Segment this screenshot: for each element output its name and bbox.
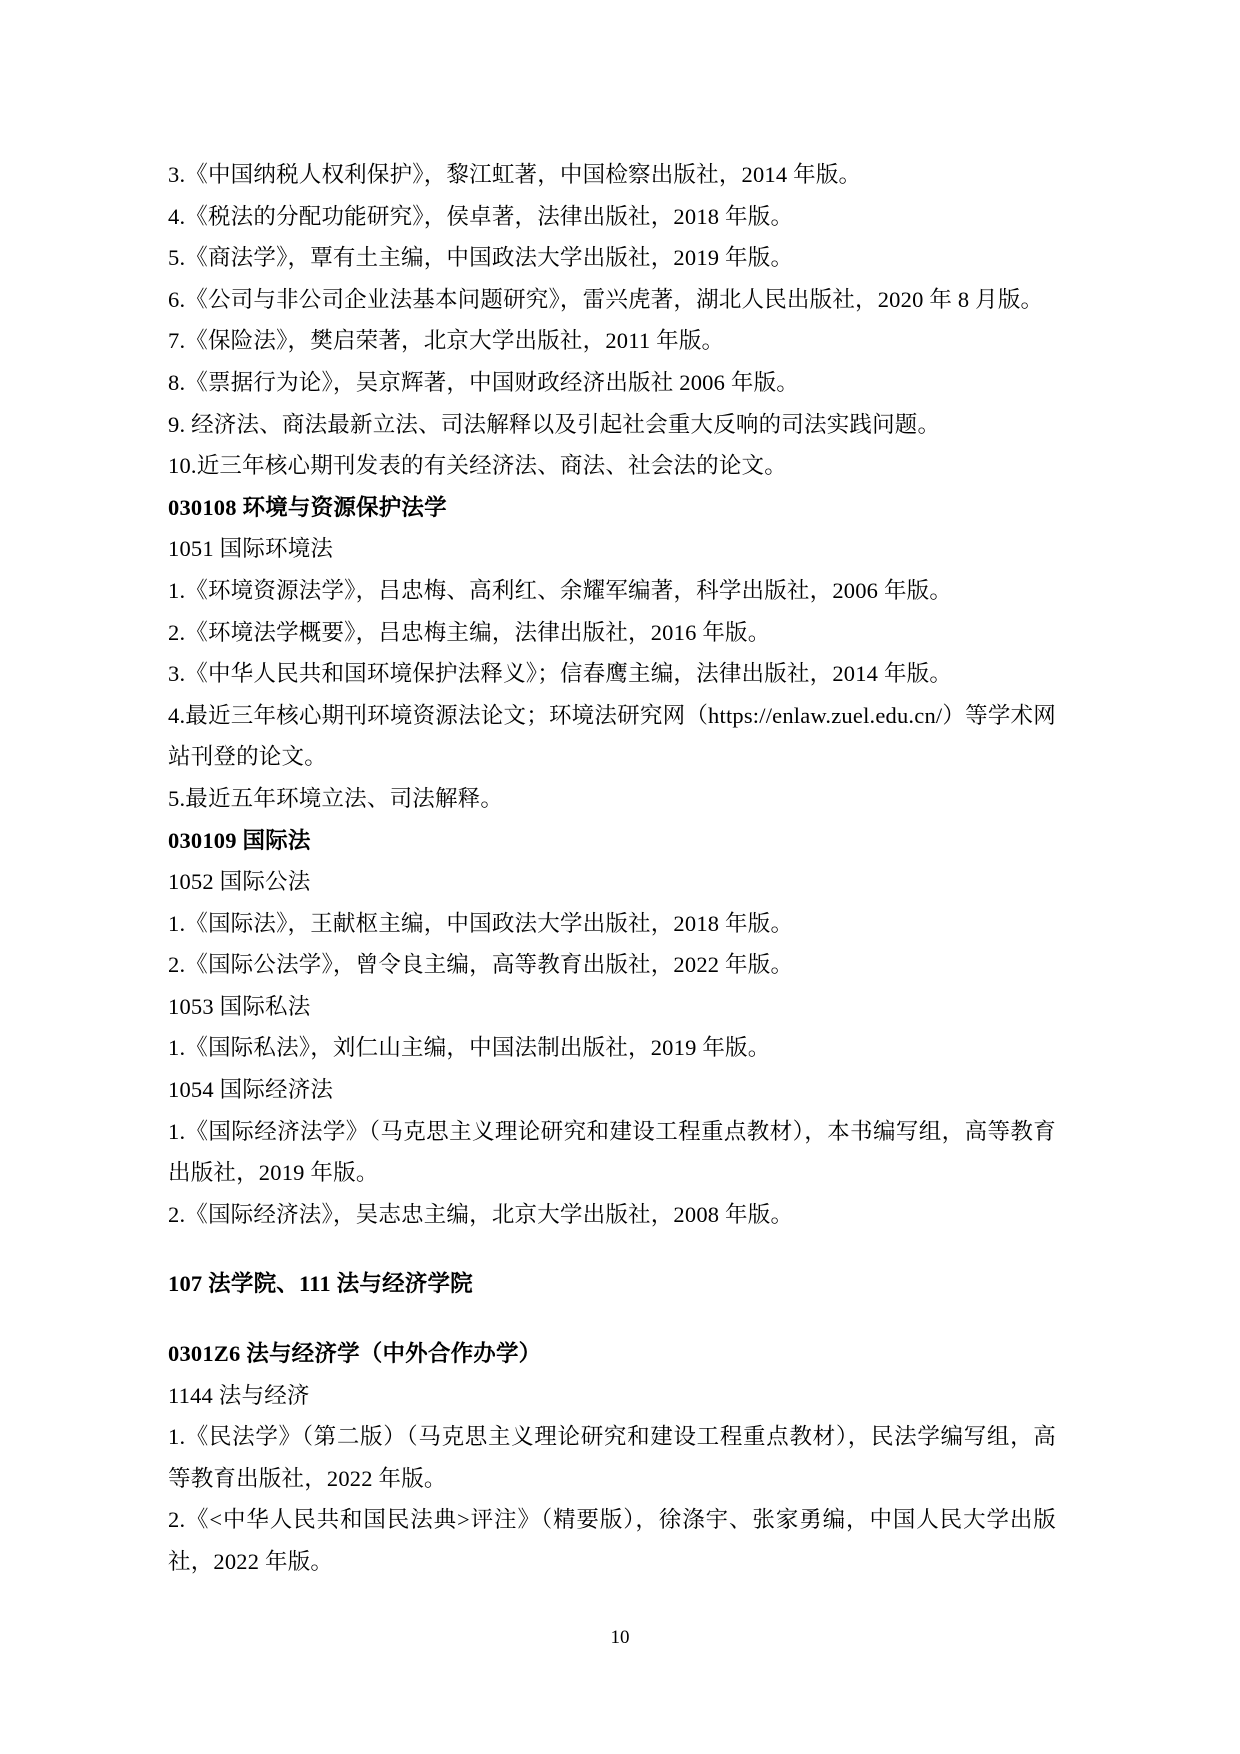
section-heading: 107 法学院、111 法与经济学院 [168,1271,473,1297]
text-line: 1054 国际经济法 [168,1077,334,1103]
text-line: 7.《保险法》，樊启荣著，北京大学出版社，2011 年版。 [168,328,725,354]
text-line: 1052 国际公法 [168,869,311,895]
page-number: 10 [610,1627,630,1648]
text-line: 2.《国际公法学》，曾令良主编，高等教育出版社，2022 年版。 [168,952,794,978]
text-line: 9. 经济法、商法最新立法、司法解释以及引起社会重大反响的司法实践问题。 [168,411,941,437]
section-heading: 030108 环境与资源保护法学 [168,494,447,520]
text-line: 2.《<中华人民共和国民法典>评注》（精要版），徐涤宇、张家勇编，中国人民大学出版社，2022 年版。 [168,1507,1056,1574]
section-heading: 030109 国际法 [168,827,311,853]
text-line: 5.《商法学》，覃有土主编，中国政法大学出版社，2019 年版。 [168,245,794,271]
text-line: 1.《国际法》，王献枢主编，中国政法大学出版社，2018 年版。 [168,910,794,936]
text-line: 1.《国际经济法学》（马克思主义理论研究和建设工程重点教材），本书编写组，高等教育出版社，2019 年版。 [168,1118,1056,1186]
text-line: 8.《票据行为论》，吴京辉著，中国财政经济出版社 2006 年版。 [168,369,799,395]
text-line: 1051 国际环境法 [168,536,334,562]
text-line: 10.近三年核心期刊发表的有关经济法、商法、社会法的论文。 [168,453,787,479]
text-line: 1053 国际私法 [168,993,311,1019]
text-line: 1.《国际私法》，刘仁山主编，中国法制出版社，2019 年版。 [168,1035,771,1061]
text-line: 2.《国际经济法》，吴志忠主编，北京大学出版社，2008 年版。 [168,1201,794,1227]
document-content [168,154,1056,1583]
text-line: 5.最近五年环境立法、司法解释。 [168,785,504,811]
text-line: 3.《中华人民共和国环境保护法释义》；信春鹰主编，法律出版社，2014 年版。 [168,661,953,687]
text-line: 1144 法与经济 [168,1382,310,1408]
text-line: 4.《税法的分配功能研究》，侯卓著，法律出版社，2018 年版。 [168,203,794,229]
text-line: 1.《民法学》（第二版）（马克思主义理论研究和建设工程重点教材），民法学编写组，高等教育出版社，2022 年版。 [168,1424,1056,1491]
text-line: 6.《公司与非公司企业法基本问题研究》，雷兴虎著，湖北人民出版社，2020 年 8 月版。 [168,286,1044,312]
section-heading: 0301Z6 法与经济学（中外合作办学） [168,1341,542,1367]
text-line: 3.《中国纳税人权利保护》，黎江虹著，中国检察出版社，2014 年版。 [168,162,862,187]
text-line: 1.《环境资源法学》，吕忠梅、高利红、余耀军编著，科学出版社，2006 年版。 [168,577,953,603]
text-line: 4.最近三年核心期刊环境资源法论文；环境法研究网（https://enlaw.zuel.edu.cn/）等学术网站刊登的论文。 [168,702,1056,770]
text-line: 2.《环境法学概要》，吕忠梅主编，法律出版社，2016 年版。 [168,619,771,645]
